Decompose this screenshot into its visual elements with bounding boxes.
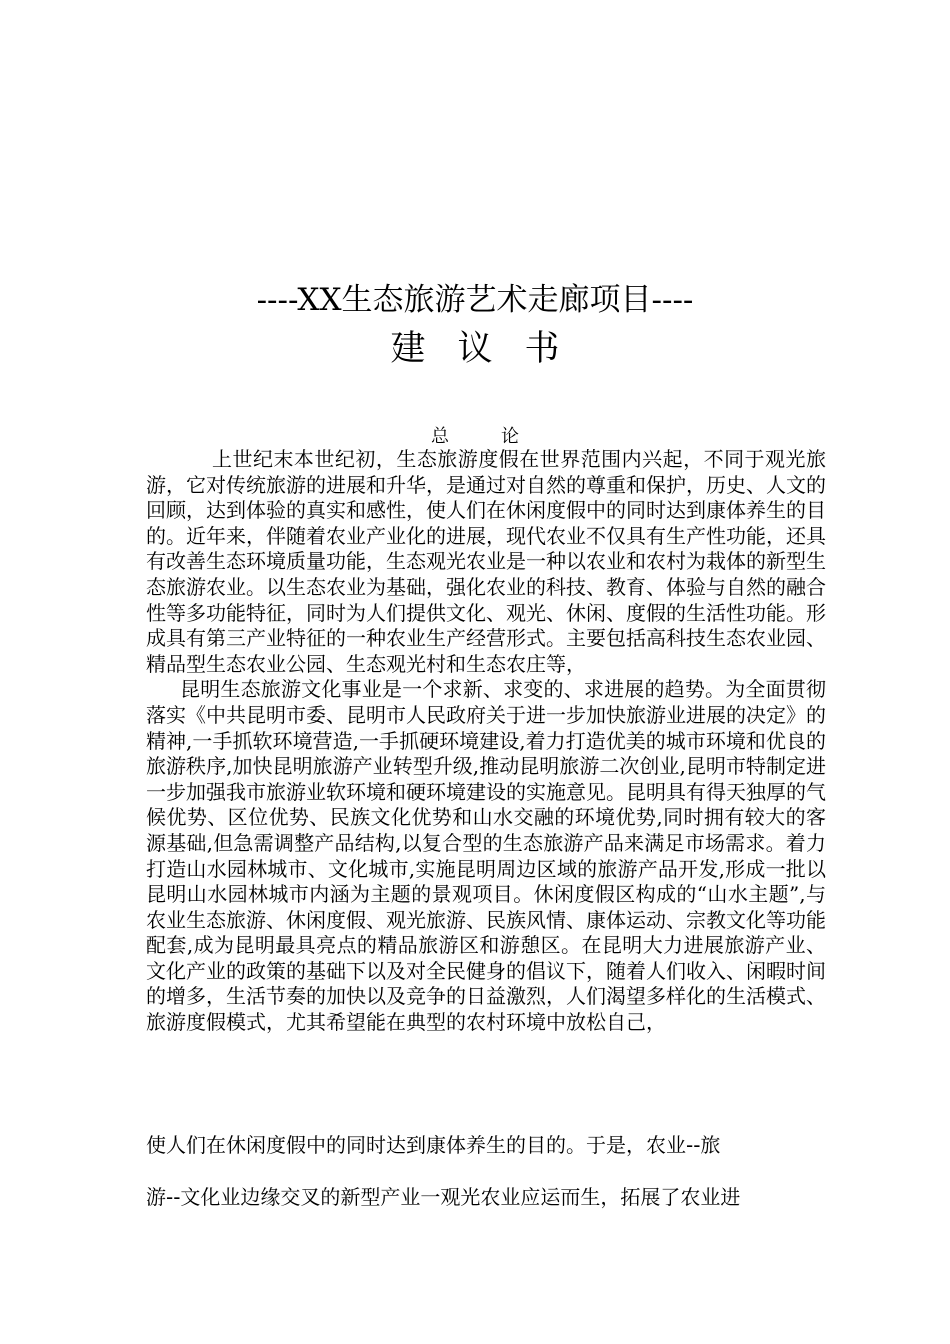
section-heading-char: 论 bbox=[501, 426, 519, 447]
section-heading bbox=[0, 425, 950, 449]
subtitle-char: 书 bbox=[524, 329, 560, 369]
subtitle-char: 建 bbox=[390, 329, 426, 369]
section-heading-char: 总 bbox=[431, 426, 449, 447]
tail-line: 游--文化业边缘交叉的新型产业一观光农业应运而生，拓展了农业进 bbox=[146, 1185, 741, 1209]
body-text bbox=[146, 447, 826, 1036]
subtitle-char: 议 bbox=[457, 329, 493, 369]
document-title: ----XX生态旅游艺术走廊项目---- bbox=[256, 282, 694, 318]
paragraph: 上世纪末本世纪初，生态旅游度假在世界范围内兴起，不同于观光旅游，它对传统旅游的进展和升华，是通过对自然的尊重和保护，历史、人文的回顾，达到体验的真实和感性，使人们在休闲度假中的同时达到康体养生的目的。近年来，伴随着农业产业化的进展，现代农业不仅具有生产性功能，还具有改善生态环境质量功能，生态观光农业是一种以农业和农村为栽体的新型生态旅游农业。以生态农业为基础，强化农业的科技、教育、体验与自然的融合性等多功能特征，同时为人们提供文化、观光、休闲、度假的生活性功能。形成具有第三产业特征的一种农业生产经营形式。主要包括高科技生态农业园、精品型生态农业公园、生态观光村和生态农庄等， bbox=[146, 447, 826, 676]
paragraph: 昆明生态旅游文化事业是一个求新、求变的、求进展的趋势。为全面贯彻落实《中共昆明市委、昆明市人民政府关于进一步加快旅游业进展的决定》的精神,一手抓软环境营造,一手抓硬环境建设,着力打造优美的城市环境和优良的旅游秩序,加快昆明旅游产业转型升级,推动昆明旅游二次创业,昆明市特制定进一步加强我市旅游业软环境和硬环境建设的实施意见。昆明具有得天独厚的气候优势、区位优势、民族文化优势和山水交融的环境优势,同时拥有较大的客源基础,但急需调整产品结构,以复合型的生态旅游产品来满足市场需求。着力打造山水园林城市、文化城市,实施昆明周边区域的旅游产品开发,形成一批以昆明山水园林城市内涵为主题的景观项目。休闲度假区构成的“山水主题”,与农业生态旅游、休闲度假、观光旅游、民族风情、康体运动、宗教文化等功能配套,成为昆明最具亮点的精品旅游区和游憩区。在昆明大力进展旅游产业、文化产业的政策的基础下以及对全民健身的倡议下，随着人们收入、闲暇时间的增多，生活节奏的加快以及竞争的日益激烈，人们渴望多样化的生活模式、旅游度假模式，尤其希望能在典型的农村环境中放松自己， bbox=[146, 677, 826, 1035]
tail-line: 使人们在休闲度假中的同时达到康体养生的目的。于是，农业--旅 bbox=[146, 1133, 721, 1157]
document-subtitle bbox=[0, 327, 950, 371]
